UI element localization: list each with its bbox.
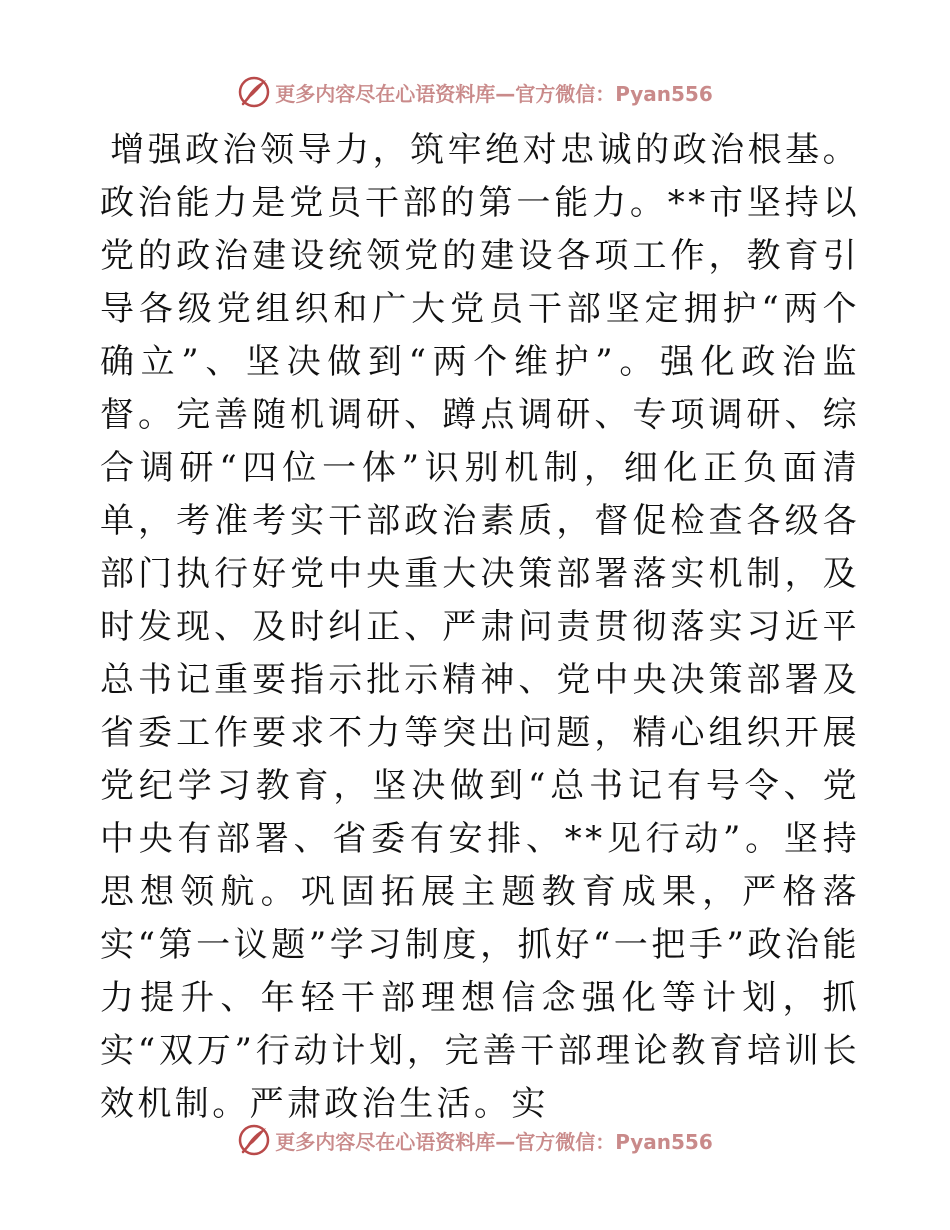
quill-pen-logo-icon: [237, 1123, 271, 1157]
header-watermark-text: 更多内容尽在心语资料库—官方微信：Pyan556: [275, 81, 713, 106]
quill-pen-logo-icon: [237, 75, 271, 109]
footer-watermark-text: 更多内容尽在心语资料库—官方微信：Pyan556: [275, 1129, 713, 1154]
footer-watermark-banner: [0, 1120, 950, 1160]
body-paragraph: 增强政治领导力，筑牢绝对忠诚的政治根基。政治能力是党员干部的第一能力。**市坚持以党的政治建设统领党的建设各项工作，教育引导各级党组织和广大党员干部坚定拥护“两个确立”、坚决做到“两个维护”。强化政治监督。完善随机调研、蹲点调研、专项调研、综合调研“四位一体”识别机制，细化正负面清单，考准考实干部政治素质，督促检查各级各部门执行好党中央重大决策部署落实机制，及时发现、及时纠正、严肃问责贯彻落实习近平总书记重要指示批示精神、党中央决策部署及省委工作要求不力等突出问题，精心组织开展党纪学习教育，坚决做到“总书记有号令、党中央有部署、省委有安排、**见行动”。坚持思想领航。巩固拓展主题教育成果，严格落实“第一议题”学习制度，抓好“一把手”政治能力提升、年轻干部理想信念强化等计划，抓实“双万”行动计划，完善干部理论教育培训长效机制。严肃政治生活。实: [100, 130, 860, 1124]
header-watermark-banner: [0, 72, 950, 112]
